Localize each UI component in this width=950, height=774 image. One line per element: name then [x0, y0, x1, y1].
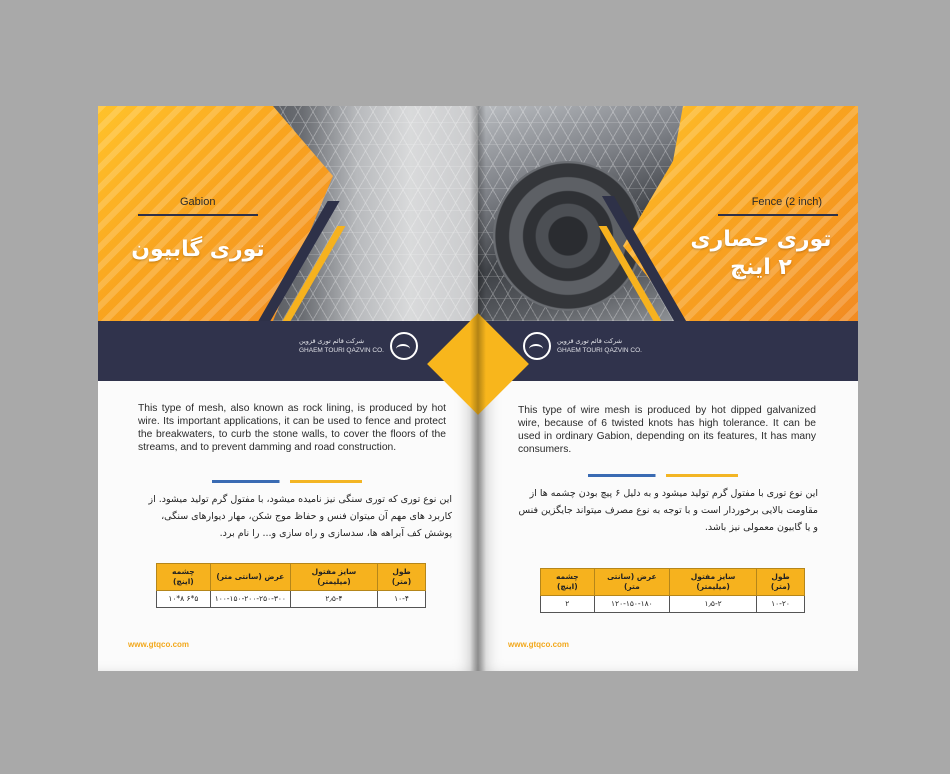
company-logo-icon — [390, 332, 418, 360]
title-underline — [718, 214, 838, 216]
table-cell: ۱۰۰-۱۵۰-۲۰۰-۲۵۰-۳۰۰ — [210, 591, 290, 608]
company-name-fa: شرکت قائم توری قزوین — [557, 338, 623, 345]
website-link[interactable]: www.gtqco.com — [508, 640, 570, 649]
table-header: طول (متر) — [757, 569, 805, 596]
spec-table — [156, 563, 426, 608]
left-page — [98, 106, 478, 671]
title-fa: توری حصاری ۲ اینچ — [690, 227, 832, 280]
description-fa: این نوع توری با مفتول گرم تولید میشود و به دلیل ۶ پیچ بودن چشمه ها از مقاومت بالایی برخوردار است و با توجه به نوع مصرف میتواند جایگزین فنس و یا گابیون معمولی نیز باشد. — [518, 488, 818, 533]
table-header-row — [157, 564, 426, 591]
description-en: This type of wire mesh is produced by hot dipped galvanized wire, because of 6 twisted knots has high tolerance. It can be used in ordinary Gabion, depending on its features, It has many consumers. — [518, 405, 816, 455]
brochure — [98, 106, 858, 671]
table-cell: ۵*۶ ۸*۱۰ — [157, 591, 211, 608]
table-header: عرض (سانتی متر) — [594, 569, 669, 596]
table-header: چشمه (اینچ) — [541, 569, 595, 596]
hero-banner — [98, 106, 478, 321]
company-logo — [299, 332, 418, 360]
right-page — [478, 106, 858, 671]
table-cell: ۱۰-۴ — [378, 591, 426, 608]
company-logo-icon — [523, 332, 551, 360]
table-header-row — [541, 569, 805, 596]
book-spine — [470, 106, 486, 671]
navy-band — [98, 321, 478, 381]
table-row — [157, 591, 426, 608]
title-en: Gabion — [180, 196, 216, 208]
description-fa: این نوع توری که توری سنگی نیز نامیده میشود، با مفتول گرم تولید میشود. از کاربرد های مهم آن میتوان فنس و حفاظ موج شکن، مهار دیوارهای سنگی، پوشش کف آبراهه ها، سدسازی و راه سازی و... را نام برد. — [148, 494, 452, 539]
title-fa: توری گابیون — [131, 237, 265, 262]
website-link[interactable]: www.gtqco.com — [128, 640, 190, 649]
hero-banner — [478, 106, 858, 321]
table-header: سایز مفتول (میلیمتر) — [290, 564, 377, 591]
spec-table — [540, 568, 805, 613]
table-header: سایز مفتول (میلیمتر) — [670, 569, 757, 596]
title-underline — [138, 214, 258, 216]
title-en: Fence (2 inch) — [751, 196, 822, 208]
company-name-en: GHAEM TOURI QAZVIN CO. — [299, 347, 384, 354]
company-name-en: GHAEM TOURI QAZVIN CO. — [557, 347, 642, 354]
company-name-fa: شرکت قائم توری قزوین — [299, 338, 365, 345]
description-en: This type of mesh, also known as rock lining, is produced by hot wire. Its important applications, it can be used to fence and protect the breakwaters, to curb the stone walls, to cover the floors of the streams, and to prevent damming and road construction. — [138, 403, 446, 453]
table-header: عرض (سانتی متر) — [210, 564, 290, 591]
section-divider — [588, 474, 738, 477]
table-cell: ۱۲۰-۱۵۰-۱۸۰ — [594, 596, 669, 613]
table-row — [541, 596, 805, 613]
company-logo — [523, 332, 642, 360]
table-header: طول (متر) — [378, 564, 426, 591]
mesh-roll-graphic — [493, 161, 643, 311]
table-header: چشمه (اینچ) — [157, 564, 211, 591]
table-cell: ۱۰-۲۰ — [757, 596, 805, 613]
table-cell: ۱٫۵-۲ — [670, 596, 757, 613]
table-cell: ۲٫۵-۴ — [290, 591, 377, 608]
section-divider — [212, 480, 362, 483]
table-cell: ۲ — [541, 596, 595, 613]
